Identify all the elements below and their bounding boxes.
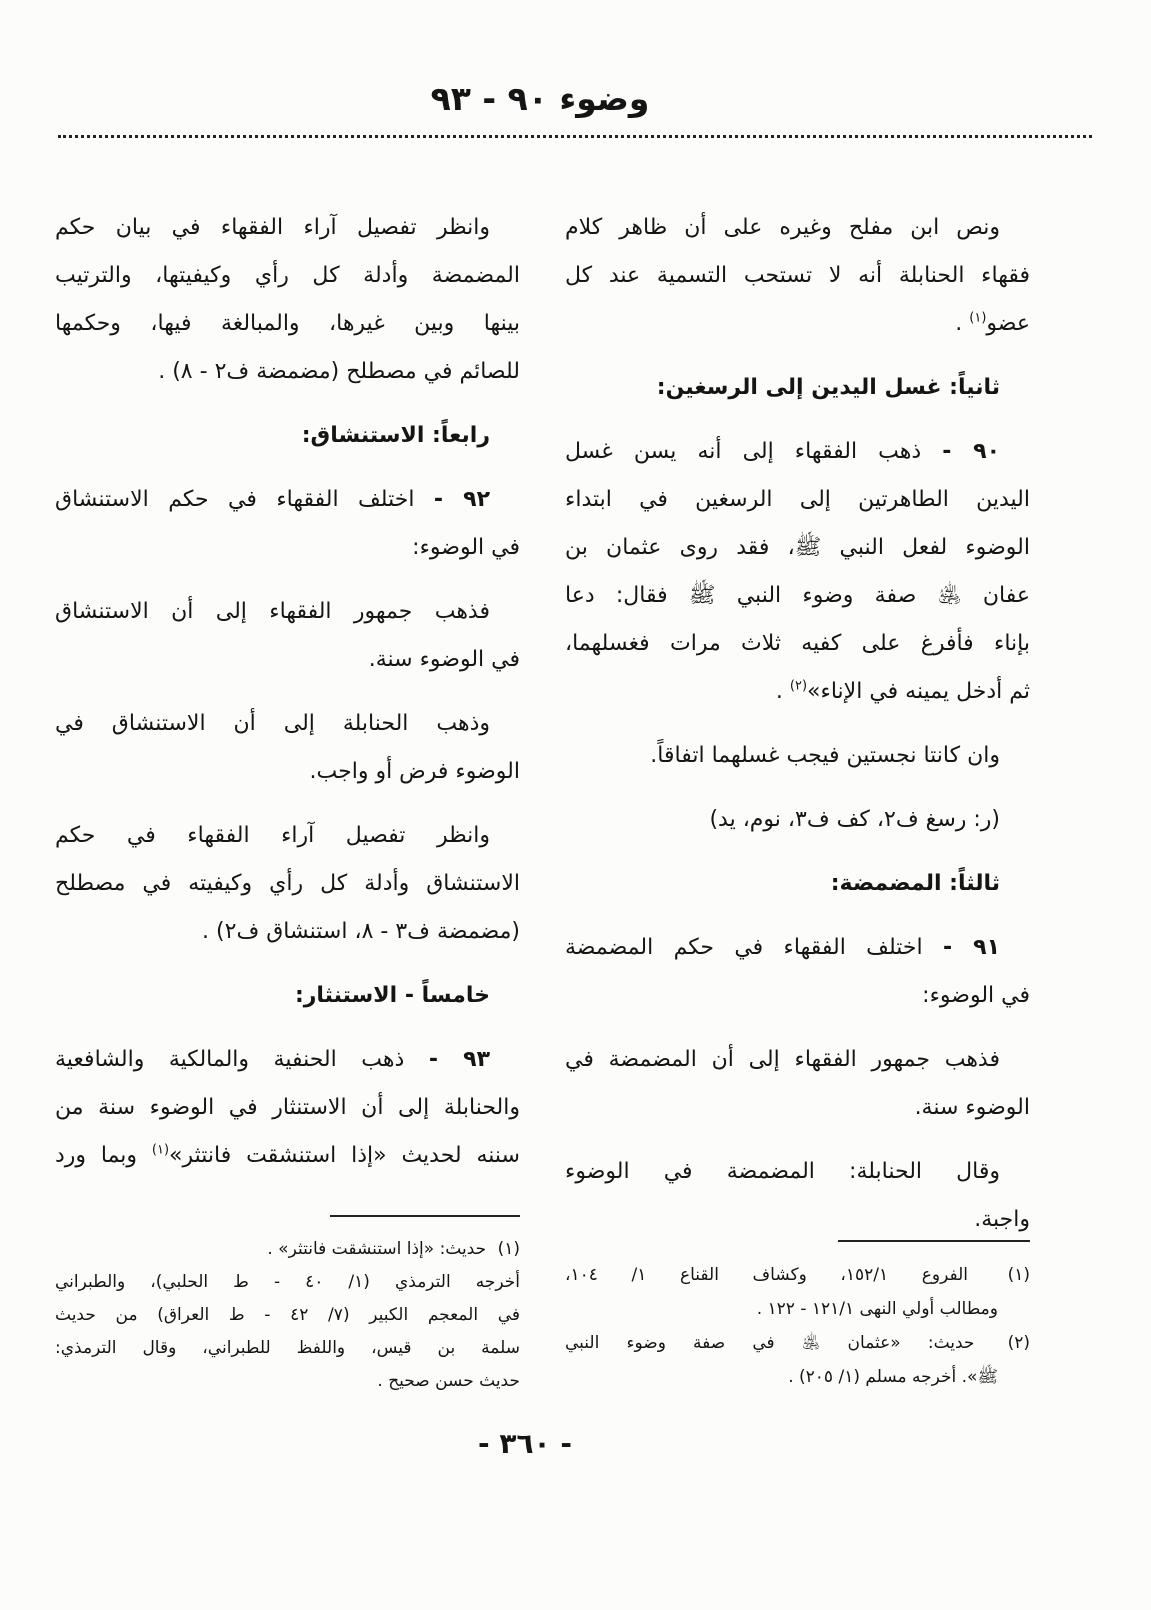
- paragraph-line: واجبة.: [974, 1207, 1030, 1232]
- cross-reference-line: (ر: رسغ ف٢، كف ف٣، نوم، يد): [709, 807, 1000, 832]
- section-heading: [55, 412, 520, 460]
- heading-text: رابعاً: الاستنشاق:: [301, 423, 490, 448]
- dotted-divider: [58, 135, 1092, 138]
- paragraph: [565, 796, 1030, 844]
- paragraph-line: [55, 1132, 520, 1180]
- footnote-separator: [838, 1240, 1030, 1242]
- paragraph-line: الوضوء لفعل النبي ﷺ، فقد روى عثمان بن: [565, 535, 1030, 560]
- paragraph-line: وان كانتا نجستين فيجب غسلهما اتفاقاً.: [650, 743, 1000, 768]
- paragraph: [55, 1036, 520, 1180]
- paragraph-line: [565, 428, 1030, 476]
- line-text: سننه لحديث «إذا استنشقت فانتثر»: [169, 1143, 520, 1168]
- footnote-separator: [330, 1215, 520, 1217]
- footnotes-right: [565, 1258, 1030, 1394]
- right-column: [565, 204, 1030, 1260]
- paragraph-line: فذهب جمهور الفقهاء إلى أن الاستنشاق: [55, 599, 490, 624]
- paragraph: [55, 476, 520, 572]
- paragraph: [565, 924, 1030, 1020]
- line-text: عضو: [986, 311, 1030, 336]
- paragraph-line: في الوضوء:: [412, 535, 520, 560]
- paragraph-line: اليدين الطاهرتين إلى الرسغين في ابتداء: [565, 487, 1030, 512]
- paragraph-line: [55, 476, 520, 524]
- footnote-line: [565, 1258, 1030, 1292]
- line-text: ذهب الفقهاء إلى أنه يسن غسل: [565, 439, 922, 464]
- footnote-line: في المعجم الكبير (٧/ ٤٢ - ط العراق) من حديث: [55, 1305, 521, 1325]
- footnote-text: حديث: «إذا استنشقت فانتثر» .: [267, 1239, 487, 1259]
- paragraph-number: ٩٣ -: [428, 1047, 490, 1072]
- paragraph: [565, 1036, 1030, 1132]
- paragraph-line: [565, 668, 1030, 716]
- paragraph: [55, 812, 520, 956]
- paragraph-line: بإناء فأفرغ على كفيه ثلاث مرات فغسلهما،: [565, 631, 1030, 656]
- paragraph-line: بينها وبين غيرها، والمبالغة فيها، وحكمها: [55, 311, 520, 336]
- footnote-line: سلمة بن قيس، واللفظ للطبراني، وقال الترمذي:: [55, 1338, 520, 1358]
- paragraph: [565, 732, 1030, 780]
- heading-text: ثالثاً: المضمضة:: [830, 871, 1000, 896]
- paragraph-line: عفان ﵁ صفة وضوء النبي ﷺ فقال: دعا: [565, 583, 1030, 608]
- paragraph-line: ونص ابن مفلح وغيره على أن ظاهر كلام: [565, 215, 1000, 240]
- paragraph-line: [565, 300, 1030, 348]
- line-text: ذهب الحنفية والمالكية والشافعية: [55, 1047, 405, 1072]
- paragraph-line: فذهب جمهور الفقهاء إلى أن المضمضة في: [565, 1047, 1000, 1072]
- footnote-line: ﷺ». أخرجه مسلم (١/ ٢٠٥) .: [788, 1367, 998, 1387]
- footnote-marker: (٢): [1007, 1333, 1031, 1353]
- paragraph-line: والحنابلة إلى أن الاستنثار في الوضوء سنة من: [55, 1095, 520, 1120]
- page-title: وضوء ٩٠ - ٩٣: [430, 79, 650, 118]
- paragraph-line: الاستنشاق وأدلة كل رأي وكيفيته في مصطلح: [55, 871, 520, 896]
- paragraph-line: المضمضة وأدلة كل رأي وكيفيتها، والترتيب: [55, 263, 520, 288]
- line-text: .: [775, 679, 783, 704]
- paragraph: [565, 1148, 1030, 1244]
- paragraph-line: [55, 1036, 520, 1084]
- line-text: اختلف الفقهاء في حكم المضمضة: [565, 935, 923, 960]
- paragraph-line: وقال الحنابلة: المضمضة في الوضوء: [565, 1159, 1000, 1184]
- paragraph-line: في الوضوء:: [922, 983, 1030, 1008]
- paragraph-line: وذهب الحنابلة إلى أن الاستنشاق في: [55, 711, 490, 736]
- paragraph-line: وانظر تفصيل آراء الفقهاء في حكم: [55, 823, 490, 848]
- footnote-ref: (٢): [789, 678, 808, 694]
- section-heading: [565, 364, 1030, 412]
- footnote-line: ومطالب أولي النهى ١٢١/١ - ١٢٢ .: [756, 1299, 998, 1319]
- paragraph-line: (مضمضة ف٣ - ٨، استنشاق ف٢) .: [202, 919, 520, 944]
- section-heading: [565, 860, 1030, 908]
- paragraph-line: وانظر تفصيل آراء الفقهاء في بيان حكم: [55, 215, 490, 240]
- page-number: - ٣٦٠ -: [477, 1427, 573, 1460]
- paragraph-line: فقهاء الحنابلة أنه لا تستحب التسمية عند كل: [565, 263, 1030, 288]
- footnote-line: أخرجه الترمذي (١/ ٤٠ - ط الحلبي)، والطبراني: [55, 1272, 520, 1292]
- line-text: ثم أدخل يمينه في الإناء»: [807, 679, 1030, 704]
- left-column: [55, 204, 520, 1196]
- footnote-line: [55, 1233, 520, 1266]
- paragraph-line: [565, 924, 1030, 972]
- footnote-marker: (١): [1007, 1265, 1031, 1285]
- paragraph-number: ٩٢ -: [433, 487, 491, 512]
- paragraph-line: الوضوء سنة.: [914, 1095, 1030, 1120]
- line-text: .: [955, 311, 963, 336]
- paragraph: [55, 700, 520, 796]
- paragraph-number: ٩١ -: [942, 935, 1000, 960]
- paragraph-line: الوضوء فرض أو واجب.: [309, 759, 520, 784]
- paragraph-line: في الوضوء سنة.: [368, 647, 520, 672]
- line-text: وبما ورد: [55, 1143, 138, 1168]
- footnote-ref: (١): [969, 310, 987, 326]
- footnote-text: الفروع ١٥٢/١، وكشاف القناع ١/ ١٠٤،: [565, 1265, 968, 1285]
- footnote-line: حديث حسن صحيح .: [377, 1371, 520, 1391]
- line-text: اختلف الفقهاء في حكم الاستنشاق: [55, 487, 415, 512]
- paragraph-line: للصائم في مصطلح (مضمضة ف٢ - ٨) .: [158, 359, 520, 384]
- footnotes-left: [55, 1233, 520, 1398]
- footnote-line: [565, 1326, 1030, 1360]
- footnote-marker: (١): [497, 1239, 520, 1259]
- heading-text: ثانياً: غسل اليدين إلى الرسغين:: [656, 375, 1000, 400]
- footnote-text: حديث: «عثمان ﵁ في صفة وضوء النبي: [565, 1333, 975, 1353]
- heading-text: خامساً - الاستنثار:: [294, 983, 490, 1008]
- footnote-ref: (١): [151, 1142, 170, 1158]
- section-heading: [55, 972, 520, 1020]
- paragraph: [55, 588, 520, 684]
- paragraph: [565, 428, 1030, 716]
- paragraph-number: ٩٠ -: [942, 439, 1001, 464]
- paragraph: [565, 204, 1030, 348]
- paragraph: [55, 204, 520, 396]
